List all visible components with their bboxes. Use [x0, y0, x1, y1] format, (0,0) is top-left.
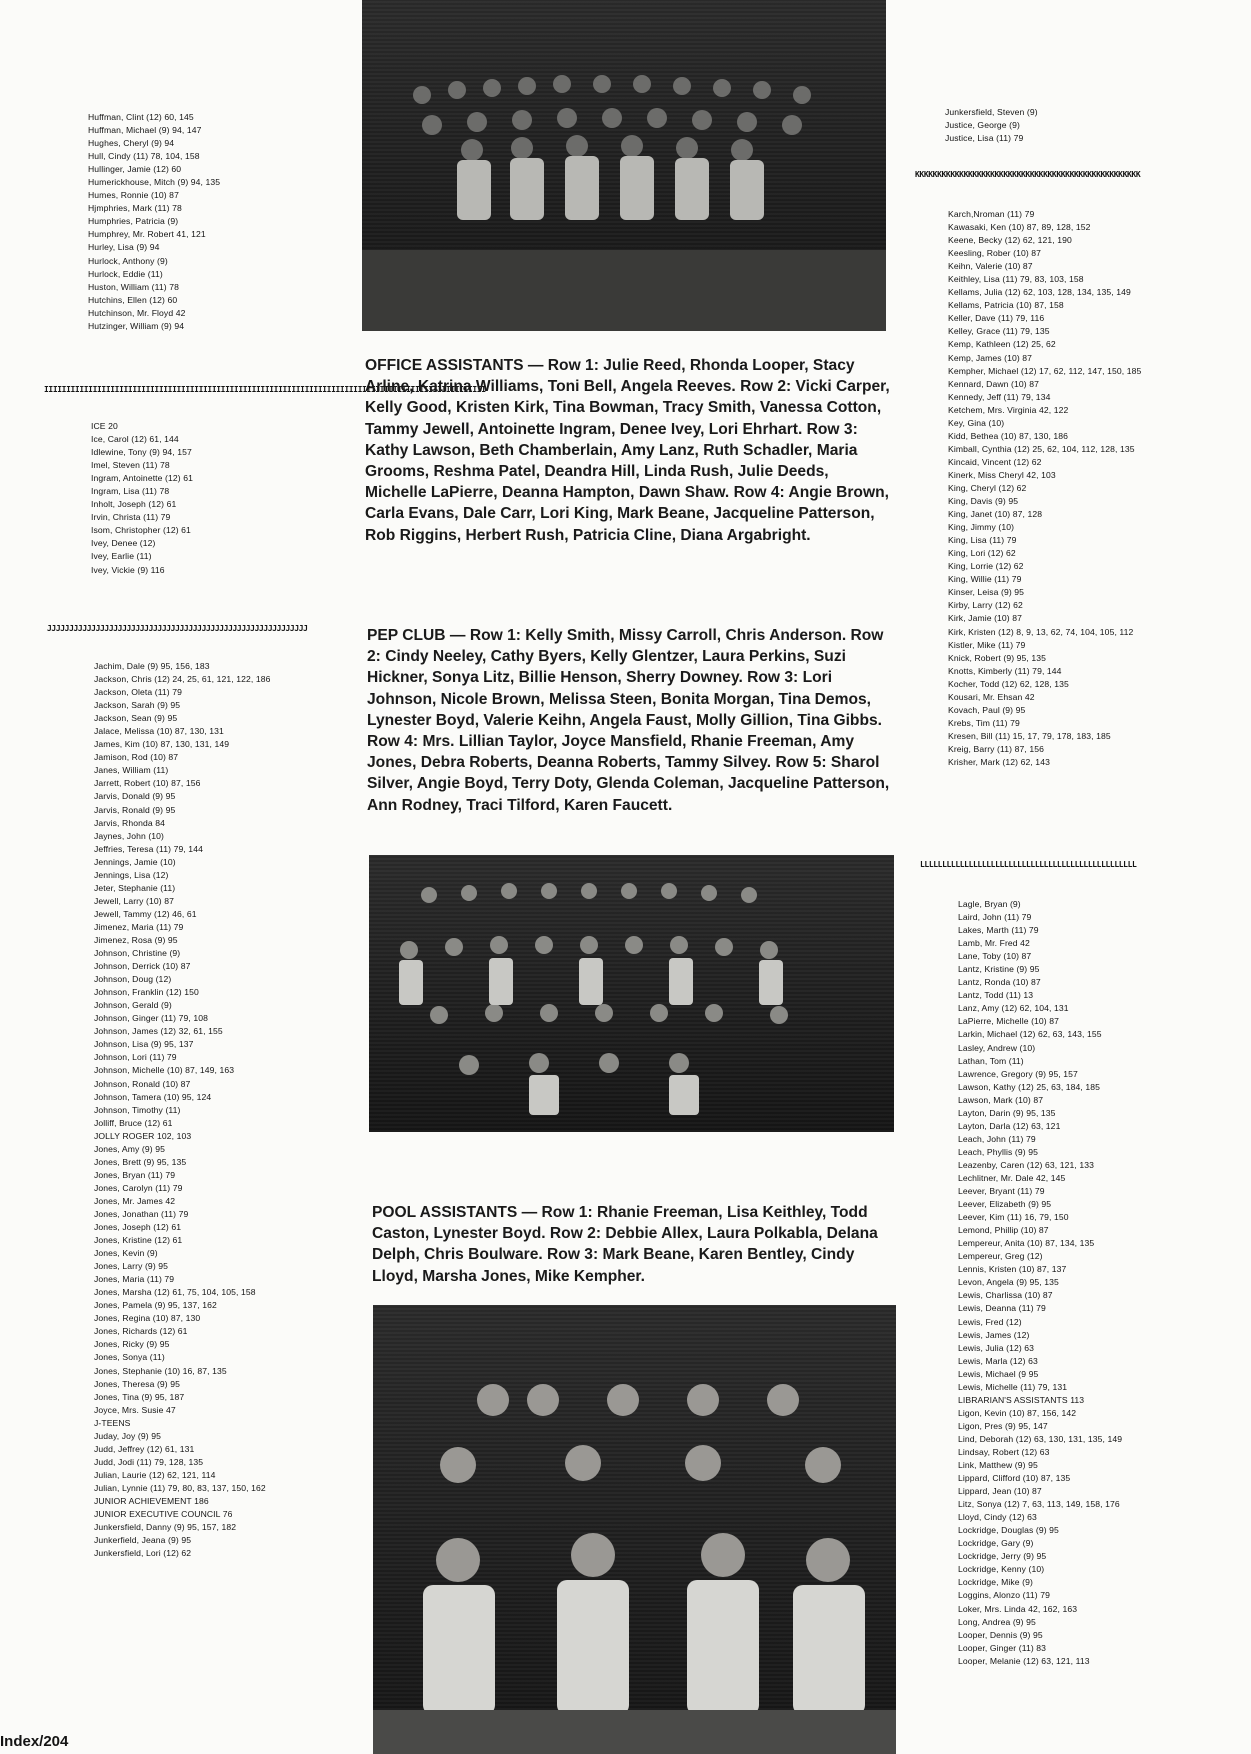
index-entry: Ivey, Earlie (11)	[91, 551, 152, 562]
pep-club-photo	[369, 855, 894, 1132]
index-entry: Lind, Deborah (12) 63, 130, 131, 135, 149	[958, 1433, 1123, 1444]
index-entry: Jones, Theresa (9) 95	[94, 1378, 181, 1389]
index-entry: Lathan, Tom (11)	[958, 1055, 1024, 1066]
index-entry: Keene, Becky (12) 62, 121, 190	[948, 235, 1072, 246]
index-entry: Long, Andrea (9) 95	[958, 1616, 1036, 1627]
index-entry: Lempereur, Greg (12)	[958, 1251, 1043, 1262]
index-entry: Julian, Lynnie (11) 79, 80, 83, 137, 150, 162	[94, 1482, 266, 1493]
index-entry: Lakes, Marth (11) 79	[958, 925, 1039, 936]
index-entry: Layton, Darin (9) 95, 135	[958, 1107, 1056, 1118]
index-entry: J-TEENS	[94, 1417, 131, 1428]
index-entry: Lawson, Kathy (12) 25, 63, 184, 185	[958, 1081, 1101, 1092]
index-entry: Key, Gina (10)	[948, 417, 1005, 428]
index-entry: Jamison, Rod (10) 87	[94, 752, 179, 763]
index-entry: Leazenby, Caren (12) 63, 121, 133	[958, 1159, 1094, 1170]
index-entry: Ivey, Denee (12)	[91, 538, 156, 549]
index-entry: Lane, Toby (10) 87	[958, 951, 1032, 962]
index-entry: Judd, Jeffrey (12) 61, 131	[94, 1443, 195, 1454]
index-entry: Leach, John (11) 79	[958, 1133, 1036, 1144]
index-entry: Lippard, Jean (10) 87	[958, 1486, 1042, 1497]
index-entry: Lemond, Phillip (10) 87	[958, 1225, 1049, 1236]
office-assistants-photo	[362, 0, 886, 331]
index-entry: Jarrett, Robert (10) 87, 156	[94, 778, 201, 789]
index-entry: Jones, Mr. James 42	[94, 1195, 176, 1206]
index-entry: Jalace, Melissa (10) 87, 130, 131	[94, 726, 224, 737]
index-entry: Junkersfield, Steven (9)	[945, 107, 1038, 117]
index-entry: Kreig, Barry (11) 87, 156	[948, 743, 1044, 754]
index-entry: Hutchinson, Mr. Floyd 42	[88, 307, 186, 318]
index-entry: Lantz, Ronda (10) 87	[958, 977, 1041, 988]
index-entry: Jones, Jonathan (11) 79	[94, 1208, 189, 1219]
index-entry: King, Lorrie (12) 62	[948, 561, 1024, 572]
index-entry: Jachim, Dale (9) 95, 156, 183	[94, 661, 210, 671]
index-column-j	[94, 660, 270, 1560]
index-entry: King, Janet (10) 87, 128	[948, 509, 1043, 520]
index-entry: Junkersfield, Danny (9) 95, 157, 182	[94, 1522, 237, 1533]
office-assistants-photo-figures	[362, 0, 886, 331]
pep-club-photo-figures	[369, 855, 894, 1132]
index-entry: Kennard, Dawn (10) 87	[948, 378, 1039, 389]
index-entry: Keihn, Valerie (10) 87	[948, 261, 1033, 272]
index-entry: Keithley, Lisa (11) 79, 83, 103, 158	[948, 274, 1084, 285]
index-entry: Lantz, Kristine (9) 95	[958, 964, 1040, 975]
index-entry: Leever, Elizabeth (9) 95	[958, 1199, 1052, 1210]
index-entry: Huffman, Michael (9) 94, 147	[88, 125, 202, 136]
index-entry: Jones, Pamela (9) 95, 137, 162	[94, 1300, 217, 1311]
index-column-h	[88, 111, 220, 333]
index-entry: Kinser, Leisa (9) 95	[948, 587, 1025, 598]
index-entry: Irvin, Christa (11) 79	[91, 512, 171, 523]
index-entry: Lewis, Marla (12) 63	[958, 1355, 1038, 1366]
index-entry: Kellams, Julia (12) 62, 103, 128, 134, 135, 149	[948, 287, 1131, 298]
index-entry: Knick, Robert (9) 95, 135	[948, 652, 1047, 663]
index-entry: JUNIOR ACHIEVEMENT 186	[94, 1496, 209, 1506]
index-entry: Jewell, Larry (10) 87	[94, 895, 174, 906]
index-entry: Hutzinger, William (9) 94	[88, 320, 185, 331]
index-entry: JOLLY ROGER 102, 103	[94, 1130, 192, 1141]
index-entry: Jones, Sonya (11)	[94, 1352, 165, 1363]
index-entry: Joyce, Mrs. Susie 47	[94, 1404, 176, 1415]
index-entry: Keesling, Rober (10) 87	[948, 248, 1042, 259]
index-entry: Kirk, Kristen (12) 8, 9, 13, 62, 74, 104, 105, 112	[948, 626, 1134, 637]
index-column-k	[948, 208, 1141, 769]
index-entry: Ligon, Pres (9) 95, 147	[958, 1420, 1048, 1431]
index-entry: Krisher, Mark (12) 62, 143	[948, 756, 1050, 767]
index-column-j-cont	[945, 106, 1038, 145]
index-entry: Johnson, Timothy (11)	[94, 1104, 181, 1115]
index-entry: Idlewine, Tony (9) 94, 157	[91, 447, 192, 458]
index-entry: Jones, Ricky (9) 95	[94, 1339, 170, 1350]
index-column-i	[91, 420, 193, 577]
index-entry: JUNIOR EXECUTIVE COUNCIL 76	[94, 1509, 233, 1520]
index-entry: Humphrey, Mr. Robert 41, 121	[88, 229, 206, 240]
index-entry: Litz, Sonya (12) 7, 63, 113, 149, 158, 176	[958, 1499, 1120, 1510]
index-entry: Johnson, Michelle (10) 87, 149, 163	[94, 1065, 235, 1076]
index-entry: Ligon, Kevin (10) 87, 156, 142	[958, 1407, 1077, 1418]
index-entry: Ingram, Antoinette (12) 61	[91, 473, 193, 484]
index-entry: Jones, Kristine (12) 61	[94, 1235, 183, 1246]
index-entry: Ivey, Vickie (9) 116	[91, 564, 165, 575]
index-entry: Lewis, Fred (12)	[958, 1316, 1022, 1327]
index-entry: King, Jimmy (10)	[948, 522, 1015, 533]
index-entry: Kresen, Bill (11) 15, 17, 79, 178, 183, 185	[948, 730, 1111, 741]
index-entry: Kellams, Patricia (10) 87, 158	[948, 300, 1064, 311]
index-entry: Lanz, Amy (12) 62, 104, 131	[958, 1003, 1069, 1014]
index-entry: Jones, Richards (12) 61	[94, 1326, 188, 1337]
index-entry: Lantz, Todd (11) 13	[958, 990, 1034, 1001]
index-entry: Lewis, Michael (9 95	[958, 1368, 1039, 1379]
index-entry: Lewis, Charlissa (10) 87	[958, 1290, 1053, 1301]
index-entry: Lockridge, Gary (9)	[958, 1538, 1034, 1549]
index-entry: Ketchem, Mrs. Virginia 42, 122	[948, 404, 1069, 415]
index-entry: Jones, Brett (9) 95, 135	[94, 1156, 187, 1167]
index-entry: Ingram, Lisa (11) 78	[91, 486, 170, 497]
index-entry: Karch,Nroman (11) 79	[948, 209, 1035, 219]
index-entry: Isom, Christopher (12) 61	[91, 525, 191, 536]
index-entry: Janes, William (11)	[94, 765, 169, 776]
index-entry: King, Willie (11) 79	[948, 574, 1022, 585]
index-column-l	[958, 898, 1122, 1668]
index-entry: Loker, Mrs. Linda 42, 162, 163	[958, 1603, 1078, 1614]
index-entry: Lockridge, Mike (9)	[958, 1577, 1033, 1588]
index-entry: Lockridge, Kenny (10)	[958, 1564, 1045, 1575]
index-entry: Johnson, Gerald (9)	[94, 1000, 172, 1011]
index-entry: Lewis, Michelle (11) 79, 131	[958, 1381, 1068, 1392]
index-entry: Johnson, Doug (12)	[94, 974, 172, 985]
office-assistants-caption: OFFICE ASSISTANTS — Row 1: Julie Reed, Rhonda Looper, Stacy Arline, Katrina Williams, Toni Bell, Angela Reeves. Row 2: Vicki Carper, Kelly Good, Kristen Kirk, Tina Bowman, Tracy Smith, Vanessa Cotton, Tammy Jewell, Antoinette Ingram, Denee Ivey, Lori Ehrhart. Row 3: Kathy Lawson, Beth Chamberlain, Amy Lanz, Ruth Schadler, Maria Grooms, Reshma Patel, Deandra Hill, Linda Rush, Julie Deeds, Michelle LaPierre, Deanna Hampton, Dawn Shaw. Row 4: Angie Brown, Carla Evans, Dale Carr, Lori King, Mark Beane, Jacqueline Patterson, Rob Riggins, Herbert Rush, Patricia Cline, Diana Argabright.	[365, 357, 890, 544]
index-entry: Lippard, Clifford (10) 87, 135	[958, 1473, 1071, 1484]
index-entry: Johnson, Lori (11) 79	[94, 1052, 177, 1063]
index-entry: Kidd, Bethea (10) 87, 130, 186	[948, 430, 1069, 441]
index-entry: Jones, Amy (9) 95	[94, 1143, 165, 1154]
index-entry: Leever, Bryant (11) 79	[958, 1186, 1045, 1197]
index-entry: Knotts, Kimberly (11) 79, 144	[948, 665, 1062, 676]
index-entry: Hurlock, Eddie (11)	[88, 268, 163, 279]
index-entry: Hullinger, Jamie (12) 60	[88, 164, 182, 175]
index-entry: Humes, Ronnie (10) 87	[88, 190, 179, 201]
index-entry: Lagle, Bryan (9)	[958, 899, 1021, 909]
index-entry: Inholt, Joseph (12) 61	[91, 499, 177, 510]
index-entry: Junkerfield, Jeana (9) 95	[94, 1535, 192, 1546]
index-entry: Lechlitner, Mr. Dale 42, 145	[958, 1172, 1066, 1183]
index-entry: LIBRARIAN'S ASSISTANTS 113	[958, 1394, 1085, 1405]
section-divider-j: JJJJJJJJJJJJJJJJJJJJJJJJJJJJJJJJJJJJJJJJJJJJJJJJJJJJJJJJJJJ	[47, 624, 308, 633]
index-entry: Lennis, Kristen (10) 87, 137	[958, 1264, 1067, 1275]
index-entry: Looper, Melanie (12) 63, 121, 113	[958, 1655, 1090, 1666]
index-entry: Jeffries, Teresa (11) 79, 144	[94, 843, 203, 854]
index-entry: Kimball, Cynthia (12) 25, 62, 104, 112, 128, 135	[948, 443, 1135, 454]
index-entry: Johnson, Franklin (12) 150	[94, 987, 199, 998]
index-entry: Lewis, James (12)	[958, 1329, 1030, 1340]
index-entry: Jones, Larry (9) 95	[94, 1261, 169, 1272]
index-entry: Lasley, Andrew (10)	[958, 1042, 1036, 1053]
pool-assistants-photo-figures	[373, 1305, 896, 1754]
index-entry: Jarvis, Donald (9) 95	[94, 791, 176, 802]
index-entry: Kelley, Grace (11) 79, 135	[948, 326, 1050, 337]
index-entry: LaPierre, Michelle (10) 87	[958, 1016, 1059, 1027]
pool-assistants-photo	[373, 1305, 896, 1754]
index-entry: Johnson, Ginger (11) 79, 108	[94, 1013, 208, 1024]
index-entry: Imel, Steven (11) 78	[91, 460, 170, 471]
index-entry: Jones, Carolyn (11) 79	[94, 1182, 183, 1193]
index-entry: Jones, Joseph (12) 61	[94, 1222, 182, 1233]
index-entry: Johnson, Christine (9)	[94, 948, 181, 959]
index-entry: Leever, Kim (11) 16, 79, 150	[958, 1212, 1069, 1223]
index-entry: Leach, Phyllis (9) 95	[958, 1146, 1038, 1157]
index-entry: Lawrence, Gregory (9) 95, 157	[958, 1068, 1078, 1079]
index-entry: Jeter, Stephanie (11)	[94, 882, 176, 893]
index-entry: Julian, Laurie (12) 62, 121, 114	[94, 1469, 216, 1480]
index-entry: Hurley, Lisa (9) 94	[88, 242, 160, 253]
index-entry: Hutchins, Ellen (12) 60	[88, 294, 178, 305]
index-entry: James, Kim (10) 87, 130, 131, 149	[94, 739, 230, 750]
index-entry: Kocher, Todd (12) 62, 128, 135	[948, 678, 1069, 689]
index-entry: Jackson, Sarah (9) 95	[94, 700, 181, 711]
index-entry: Kawasaki, Ken (10) 87, 89, 128, 152	[948, 222, 1091, 233]
index-entry: Johnson, Ronald (10) 87	[94, 1078, 191, 1089]
index-entry: Hjmphries, Mark (11) 78	[88, 203, 182, 214]
index-entry: Kovach, Paul (9) 95	[948, 704, 1026, 715]
index-entry: Jones, Stephanie (10) 16, 87, 135	[94, 1365, 227, 1376]
index-entry: Lockridge, Douglas (9) 95	[958, 1525, 1059, 1536]
index-entry: Krebs, Tim (11) 79	[948, 717, 1020, 728]
index-entry: Jennings, Jamie (10)	[94, 856, 176, 867]
index-entry: King, Lisa (11) 79	[948, 535, 1017, 546]
index-entry: Hurlock, Anthony (9)	[88, 255, 168, 266]
index-entry: Jones, Kevin (9)	[94, 1248, 158, 1259]
index-entry: Jimenez, Maria (11) 79	[94, 921, 184, 932]
index-entry: Jolliff, Bruce (12) 61	[94, 1117, 173, 1128]
index-entry: Johnson, Derrick (10) 87	[94, 961, 191, 972]
index-entry: Lockridge, Jerry (9) 95	[958, 1551, 1047, 1562]
index-entry: Humphries, Patricia (9)	[88, 216, 179, 227]
index-entry: Jones, Bryan (11) 79	[94, 1169, 176, 1180]
index-entry: Jones, Regina (10) 87, 130	[94, 1313, 201, 1324]
pep-club-caption: PEP CLUB — Row 1: Kelly Smith, Missy Carroll, Chris Anderson. Row 2: Cindy Neeley, Cathy Byers, Kelly Glentzer, Laura Perkins, Suzi Hickner, Sonya Litz, Billie Henson, Sherry Downey. Row 3: Lori Johnson, Nicole Brown, Melissa Steen, Bonita Morgan, Tina Demos, Lynester Boyd, Valerie Keihn, Angela Faust, Molly Gillion, Tina Gibbs. Row 4: Mrs. Lillian Taylor, Joyce Mansfield, Rhanie Freeman, Amy Jones, Debra Roberts, Deanna Roberts, Tammy Silvey. Row 5: Sharol Silver, Angie Boyd, Terry Doty, Glenda Coleman, Jacqueline Patterson, Ann Rodney, Traci Tilford, Karen Faucett.	[367, 627, 890, 814]
index-entry: Justice, George (9)	[945, 120, 1020, 131]
index-entry: Layton, Darla (12) 63, 121	[958, 1120, 1061, 1131]
index-entry: Hughes, Cheryl (9) 94	[88, 138, 175, 149]
index-entry: Lewis, Deanna (11) 79	[958, 1303, 1046, 1314]
index-entry: Juday, Joy (9) 95	[94, 1430, 161, 1441]
index-entry: Junkersfield, Lori (12) 62	[94, 1548, 192, 1559]
index-entry: Hull, Cindy (11) 78, 104, 158	[88, 151, 200, 162]
index-entry: Loggins, Alonzo (11) 79	[958, 1590, 1050, 1601]
index-entry: Larkin, Michael (12) 62, 63, 143, 155	[958, 1029, 1102, 1040]
index-entry: Lloyd, Cindy (12) 63	[958, 1512, 1037, 1523]
index-entry: Jewell, Tammy (12) 46, 61	[94, 908, 197, 919]
index-entry: Looper, Ginger (11) 83	[958, 1642, 1047, 1653]
index-entry: Kincaid, Vincent (12) 62	[948, 456, 1042, 467]
index-entry: Lawson, Mark (10) 87	[958, 1094, 1044, 1105]
section-divider-i: IIIIIIIIIIIIIIIIIIIIIIIIIIIIIIIIIIIIIIIIIIIIIIIIIIIIIIIIIIIIIIIIIIIIIIIIIIIIIIIIIIIIIIIIIIIIIIIIIIII	[44, 385, 486, 394]
index-entry: Kistler, Mike (11) 79	[948, 639, 1026, 650]
index-entry: Jackson, Sean (9) 95	[94, 713, 178, 724]
index-entry: King, Davis (9) 95	[948, 496, 1019, 507]
index-entry: Looper, Dennis (9) 95	[958, 1629, 1043, 1640]
index-entry: Levon, Angela (9) 95, 135	[958, 1277, 1059, 1288]
index-entry: Kempher, Michael (12) 17, 62, 112, 147, 150, 185	[948, 365, 1142, 376]
index-entry: Kirby, Larry (12) 62	[948, 600, 1023, 611]
index-entry: Jennings, Lisa (12)	[94, 869, 169, 880]
section-divider-l: LLLLLLLLLLLLLLLLLLLLLLLLLLLLLLLLLLLLLLLLLLLLLLLLL	[920, 860, 1137, 869]
index-entry: Kennedy, Jeff (11) 79, 134	[948, 391, 1051, 402]
index-entry: Jackson, Oleta (11) 79	[94, 687, 183, 698]
index-entry: King, Cheryl (12) 62	[948, 482, 1027, 493]
index-entry: Jaynes, John (10)	[94, 830, 165, 841]
page-footer: Index/204	[0, 1733, 69, 1750]
index-entry: Judd, Jodi (11) 79, 128, 135	[94, 1456, 204, 1467]
index-entry: Lempereur, Anita (10) 87, 134, 135	[958, 1238, 1095, 1249]
index-entry: Humerickhouse, Mitch (9) 94, 135	[88, 177, 221, 188]
index-entry: King, Lori (12) 62	[948, 548, 1016, 559]
index-entry: Jarvis, Ronald (9) 95	[94, 804, 176, 815]
index-entry: Johnson, James (12) 32, 61, 155	[94, 1026, 223, 1037]
index-entry: Kirk, Jamie (10) 87	[948, 613, 1023, 624]
index-entry: Jones, Maria (11) 79	[94, 1274, 175, 1285]
index-entry: Huffman, Clint (12) 60, 145	[88, 112, 194, 122]
index-entry: Jones, Tina (9) 95, 187	[94, 1391, 185, 1402]
index-entry: Lamb, Mr. Fred 42	[958, 938, 1030, 949]
pool-assistants-caption: POOL ASSISTANTS — Row 1: Rhanie Freeman, Lisa Keithley, Todd Caston, Lynester Boyd. Row 2: Debbie Allex, Laura Polkabla, Delana Delph, Chris Boulware. Row 3: Mark Beane, Karen Bentley, Cindy Lloyd, Marsha Jones, Mike Kempher.	[372, 1204, 878, 1285]
index-entry: Jones, Marsha (12) 61, 75, 104, 105, 158	[94, 1287, 256, 1298]
index-entry: Kousari, Mr. Ehsan 42	[948, 691, 1035, 702]
index-entry: Ice, Carol (12) 61, 144	[91, 434, 179, 445]
index-entry: Keller, Dave (11) 79, 116	[948, 313, 1045, 324]
index-entry: Kemp, James (10) 87	[948, 352, 1033, 363]
section-divider-k: KKKKKKKKKKKKKKKKKKKKKKKKKKKKKKKKKKKKKKKKKKKKKKKKKKK	[915, 170, 1141, 179]
index-entry: Lewis, Julia (12) 63	[958, 1342, 1035, 1353]
index-entry: ICE 20	[91, 421, 118, 431]
index-entry: Jackson, Chris (12) 24, 25, 61, 121, 122, 186	[94, 674, 271, 685]
index-entry: Jimenez, Rosa (9) 95	[94, 934, 178, 945]
index-entry: Justice, Lisa (11) 79	[945, 133, 1024, 144]
index-entry: Kinerk, Miss Cheryl 42, 103	[948, 469, 1056, 480]
index-entry: Johnson, Tamera (10) 95, 124	[94, 1091, 212, 1102]
index-entry: Link, Matthew (9) 95	[958, 1460, 1038, 1471]
index-entry: Kemp, Kathleen (12) 25, 62	[948, 339, 1056, 350]
index-entry: Laird, John (11) 79	[958, 912, 1032, 923]
index-entry: Lindsay, Robert (12) 63	[958, 1446, 1050, 1457]
index-entry: Johnson, Lisa (9) 95, 137	[94, 1039, 194, 1050]
index-entry: Jarvis, Rhonda 84	[94, 817, 165, 828]
index-entry: Huston, William (11) 78	[88, 281, 179, 292]
